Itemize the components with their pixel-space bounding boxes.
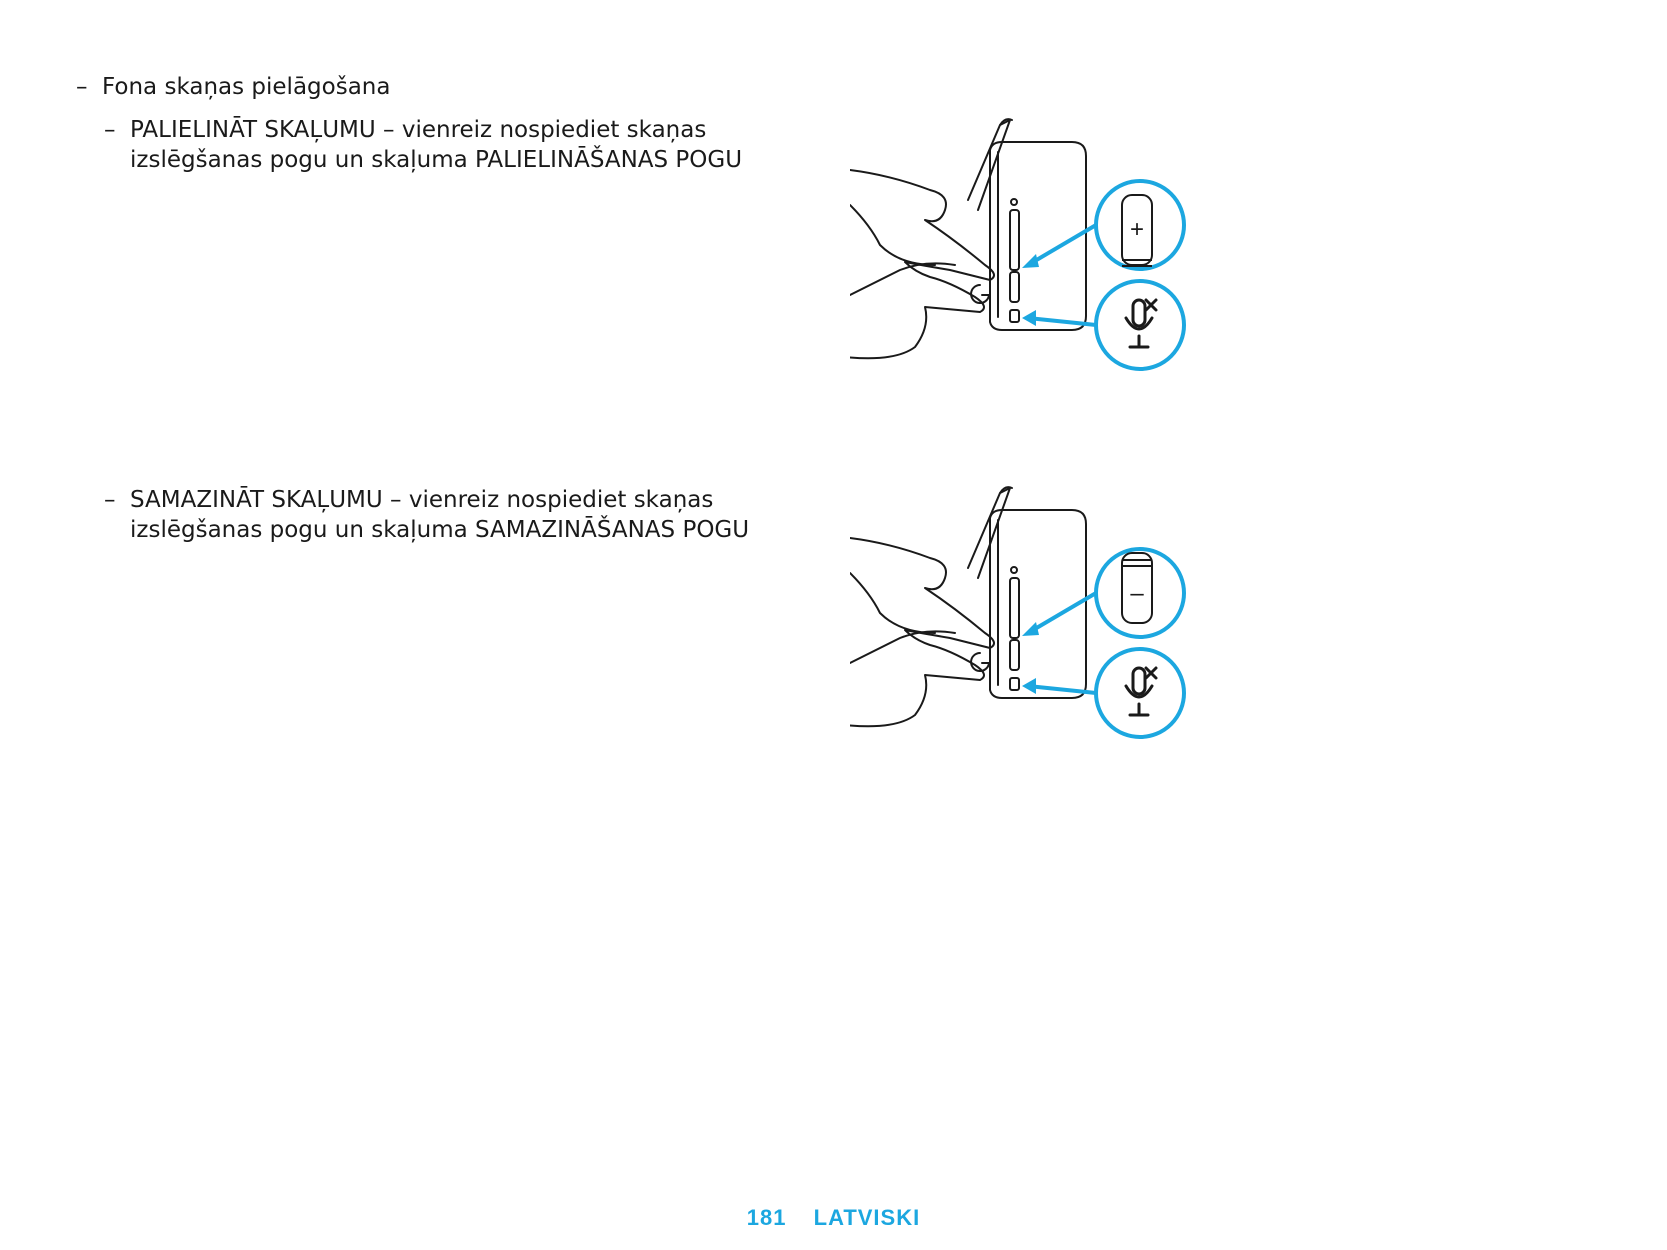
headset-earcup <box>990 510 1086 698</box>
volume-down-icon: – <box>1130 580 1144 607</box>
item-bullet: – <box>104 487 116 513</box>
section-title: Fona skaņas pielāgošana <box>102 74 391 100</box>
mic-mute-icon <box>1126 300 1156 347</box>
section-bullet: – <box>76 74 88 100</box>
volume-down-button <box>1010 640 1019 670</box>
mic-mute-icon <box>1126 668 1156 715</box>
volume-down-illustration <box>850 478 1210 768</box>
volume-up-illustration <box>850 110 1210 400</box>
volume-up-button <box>1010 210 1019 270</box>
volume-down-instruction-line1: SAMAZINĀT SKAĻUMU – vienreiz nospiediet skaņas <box>130 487 714 513</box>
volume-up-instruction-line1: PALIELINĀT SKAĻUMU – vienreiz nospiediet skaņas <box>130 117 707 143</box>
mute-button <box>1010 678 1019 690</box>
footer-language: LATVISKI <box>813 1205 921 1230</box>
page-number: 181 <box>746 1205 787 1230</box>
volume-down-button <box>1010 272 1019 302</box>
volume-up-button <box>1010 578 1019 638</box>
page-footer <box>0 1205 1667 1231</box>
volume-up-icon: + <box>1129 216 1145 243</box>
mute-button <box>1010 310 1019 322</box>
volume-up-instruction-line2: izslēgšanas pogu un skaļuma PALIELINĀŠANAS POGU <box>130 147 743 173</box>
item-bullet: – <box>104 117 116 143</box>
volume-down-instruction-line2: izslēgšanas pogu un skaļuma SAMAZINĀŠANAS POGU <box>130 517 750 543</box>
headset-earcup <box>990 142 1086 330</box>
